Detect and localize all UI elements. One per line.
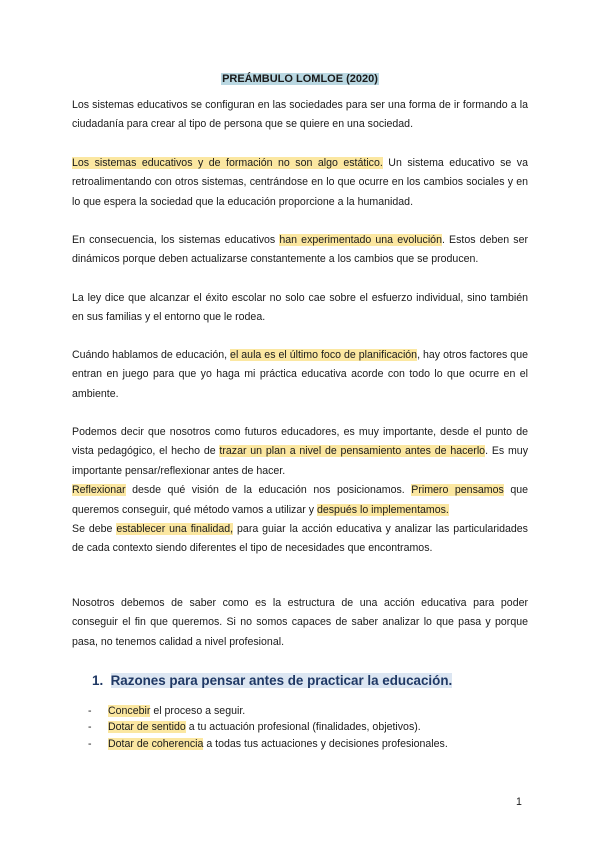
text-run: Se debe	[72, 523, 117, 536]
text-run: En consecuencia, los sistemas educativos	[72, 234, 280, 246]
text-run: . Es muy importante pensar/reflexionar antes de hacer.	[72, 445, 528, 477]
dash-bullet: -	[88, 721, 92, 734]
page-number: 1	[516, 796, 522, 808]
text-run: el proceso a seguir.	[150, 705, 246, 717]
highlight: el aula es el último foco de planificación	[230, 349, 418, 361]
paragraph-3	[72, 231, 528, 270]
highlight: Reflexionar	[72, 484, 126, 497]
paragraph-1: Los sistemas educativos se configuran en las sociedades para ser una forma de ir formando a la ciudadanía para crear al tipo de persona que se quiere en una sociedad.	[72, 99, 528, 131]
text-run: , hay otros factores que entran en juego para que yo haga mi práctica educativa acorde con todo lo que ocurre en el ambiente.	[72, 349, 528, 400]
section-heading	[92, 672, 452, 689]
paragraph-7: Nosotros debemos de saber como es la estructura de una acción educativa para poder conseguir el fin que queremos. Si no somos capaces de saber analizar lo que pasa y porque pasa, no tenemos calidad a nivel profesional.	[72, 597, 528, 648]
list-item	[88, 719, 528, 735]
highlight: Primero pensamos	[411, 484, 504, 497]
text-run: Podemos decir que nosotros como futuros educadores, es muy importante, desde el punto de vista pedagógico, el hecho de	[72, 426, 528, 458]
paragraph-5	[72, 346, 528, 404]
list-item	[88, 703, 528, 719]
text-run: a todas tus actuaciones y decisiones profesionales.	[203, 737, 448, 750]
dash-bullet: -	[88, 705, 92, 717]
highlight: han experimentado una evolución	[279, 234, 442, 246]
highlight: Dotar de coherencia	[108, 737, 204, 750]
text-run: para guiar la acción educativa y analizar las particularidades de cada contexto siendo diferentes el tipo de necesidades que encontramos.	[72, 523, 528, 555]
highlight: después lo implementamos.	[316, 503, 449, 516]
text-run: desde qué visión de la educación nos posicionamos.	[125, 484, 412, 497]
dash-bullet: -	[88, 737, 92, 750]
reasons-list	[88, 703, 528, 752]
highlight: establecer una finalidad,	[116, 523, 234, 536]
section-number: 1.	[92, 673, 104, 688]
section-title: Razones para pensar antes de practicar la educación.	[110, 673, 453, 688]
highlight: Concebir	[108, 705, 151, 717]
highlight: trazar un plan a nivel de pensamiento antes de hacerlo	[219, 445, 486, 458]
list-item	[88, 736, 528, 752]
paragraph-6	[72, 423, 528, 559]
text-run: . Estos deben ser dinámicos porque deben actualizarse constantemente a los cambios que se producen.	[72, 234, 528, 266]
text-run: a tu actuación profesional (finalidades, objetivos).	[185, 721, 421, 734]
text-run: Cuándo hablamos de educación,	[72, 349, 231, 361]
text-run: Un sistema educativo se va retroalimentando con otros sistemas, centrándose en lo que ocurre en los cambios sociales y en lo que espera la sociedad que la educación proporcione a la humanidad.	[72, 157, 528, 208]
page-title	[0, 72, 600, 86]
text-run: que queremos conseguir, qué método vamos a utilizar y	[72, 484, 529, 516]
page-title-text: PREÁMBULO LOMLOE (2020)	[222, 73, 378, 85]
highlight: Dotar de sentido	[108, 721, 186, 734]
paragraph-4: La ley dice que alcanzar el éxito escolar no solo cae sobre el esfuerzo individual, sino también en sus familias y el entorno que le rodea.	[72, 292, 528, 324]
highlight: Los sistemas educativos y de formación no son algo estático.	[72, 157, 383, 169]
paragraph-2	[72, 154, 528, 212]
